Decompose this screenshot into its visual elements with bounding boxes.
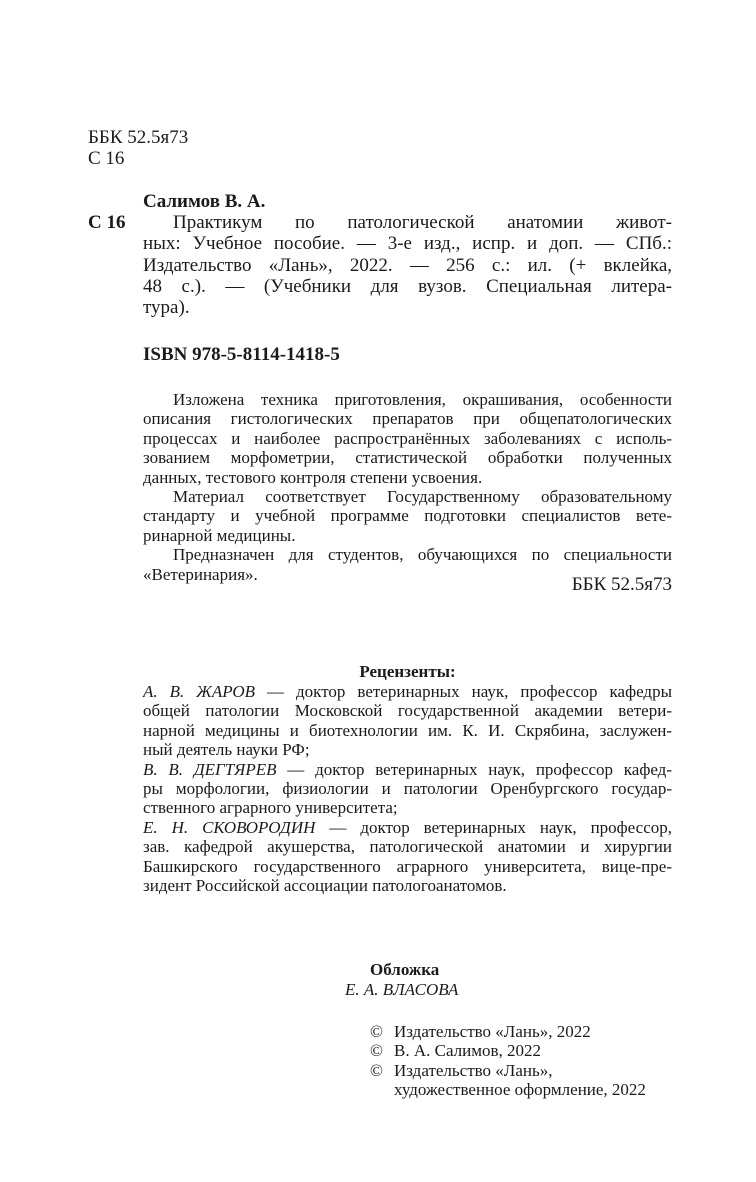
reviewer-line: общей патологии Московской государственной академии ветери- xyxy=(143,701,672,721)
copyright-icon: © xyxy=(370,1022,383,1041)
author-code: С 16 xyxy=(88,148,125,170)
reviewer-name: Е. Н. СКОВОРОДИН xyxy=(143,817,316,837)
entry-line: Издательство «Лань», 2022. — 256 с.: ил. (+ вклейка, xyxy=(143,254,672,276)
reviewer-line: ственного аграрного университета; xyxy=(143,798,398,818)
entry-line: 48 с.). — (Учебники для вузов. Специальная литера- xyxy=(143,275,672,297)
isbn: ISBN 978-5-8114-1418-5 xyxy=(143,344,340,365)
reviewer-name: В. В. ДЕГТЯРЕВ xyxy=(143,759,277,779)
abstract-line: процессах и наиболее распространённых заболеваниях с исполь- xyxy=(143,428,672,448)
copyright-icon: © xyxy=(370,1041,383,1061)
reviewer-3: Е. Н. СКОВОРОДИН — доктор ветеринарных наук, профессор, xyxy=(143,817,672,837)
cover-designer: Е. А. ВЛАСОВА xyxy=(345,980,459,999)
copyright-line: © Издательство «Лань», xyxy=(370,1060,553,1080)
entry-line: тура). xyxy=(143,297,190,319)
abstract-line: «Ветеринария». xyxy=(143,564,258,584)
reviewer-line: Башкирского государственного аграрного университета, вице-пре- xyxy=(143,856,672,876)
abstract-line: стандарту и учебной программе подготовки специалистов вете- xyxy=(143,506,672,526)
cover-heading: Обложка xyxy=(370,960,440,979)
entry-code: С 16 xyxy=(88,212,126,233)
reviewer-line: ры морфологии, физиологии и патологии Оренбургского государ- xyxy=(143,779,672,799)
abstract-line: ринарной медицины. xyxy=(143,525,296,545)
header-classification xyxy=(88,127,188,170)
reviewers-list xyxy=(143,682,672,895)
abstract-bbk: ББК 52.5я73 xyxy=(571,574,672,595)
reviewer-2: В. В. ДЕГТЯРЕВ — доктор ветеринарных наук, профессор кафед- xyxy=(143,759,672,779)
reviewer-name: А. В. ЖАРОВ xyxy=(143,682,256,701)
abstract-line: Изложена техника приготовления, окрашивания, особенности xyxy=(173,390,672,409)
reviewer-line: нарной медицины и биотехнологии им. К. И. Скрябина, заслужен- xyxy=(143,720,672,740)
bbk-code: ББК 52.5я73 xyxy=(88,127,189,148)
abstract-line: данных, тестового контроля степени усвоения. xyxy=(143,467,483,487)
bibliographic-entry xyxy=(143,212,672,318)
copyright-line: © В. А. Салимов, 2022 xyxy=(370,1041,542,1061)
reviewer-line: зидент Российской ассоциации патологоанатомов. xyxy=(143,876,507,896)
reviewers-heading: Рецензенты: xyxy=(359,662,456,681)
abstract-line: зованием морфометрии, статистической обработки полученных xyxy=(143,448,672,468)
copyright-block xyxy=(370,1022,646,1100)
reviewer-line: ный деятель науки РФ; xyxy=(143,740,310,760)
abstract xyxy=(143,390,672,584)
abstract-line: Материал соответствует Государственному образовательному xyxy=(173,487,672,507)
reviewer-1: А. В. ЖАРОВ — доктор ветеринарных наук, профессор кафедры xyxy=(143,682,672,701)
copyright-line: © Издательство «Лань», 2022 xyxy=(370,1022,591,1041)
entry-line: Практикум по патологической анатомии живот- xyxy=(173,212,672,233)
copyright-icon: © xyxy=(370,1060,383,1080)
abstract-line: описания гистологических препаратов при общепатологических xyxy=(143,409,672,429)
abstract-line: Предназначен для студентов, обучающихся по специальности xyxy=(173,545,672,565)
author-name: Салимов В. А. xyxy=(143,191,266,212)
copyright-line: художественное оформление, 2022 xyxy=(394,1080,646,1100)
entry-line: ных: Учебное пособие. — 3-е изд., испр. и доп. — СПб.: xyxy=(143,233,672,255)
reviewer-line: зав. кафедрой акушерства, патологической анатомии и хирургии xyxy=(143,837,672,857)
